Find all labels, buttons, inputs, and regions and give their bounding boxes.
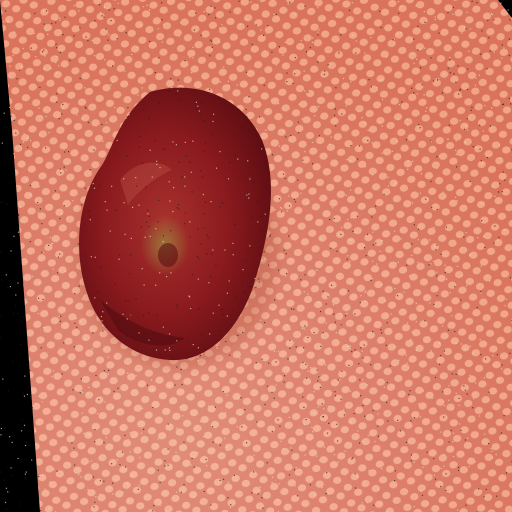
fruit-core-dark [158, 243, 178, 267]
